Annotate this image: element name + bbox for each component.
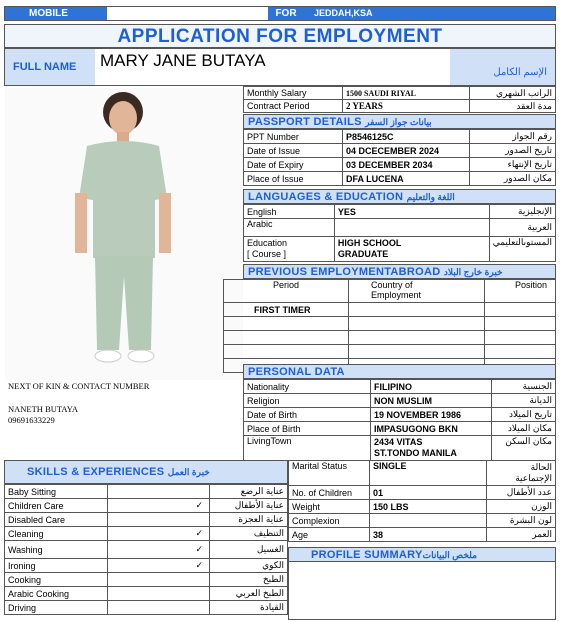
- table-row: [244, 144, 556, 158]
- nationality-label-ar: الجنسية: [492, 380, 556, 394]
- full-name-label-ar: الإسم الكامل: [450, 49, 555, 85]
- issue-date-label: Date of Issue: [244, 144, 343, 158]
- ppt-number-label-ar: رقم الجواز: [470, 130, 556, 144]
- profile-summary-title-ar: ملخص البيانات: [422, 550, 477, 560]
- skill-label-ar: التنظيف: [210, 527, 288, 541]
- prev-employment-table: [223, 279, 556, 373]
- skill-label-ar: عناية الرضع: [210, 485, 288, 499]
- table-row: [224, 303, 556, 317]
- living-town-line1: 2434 VITAS: [374, 437, 423, 447]
- arabic-value: [334, 219, 489, 237]
- skill-label: Driving: [5, 601, 108, 615]
- table-row: [244, 158, 556, 172]
- status-table: [288, 460, 556, 542]
- skill-check-icon: [108, 573, 210, 587]
- languages-title: LANGUAGES & EDUCATION: [248, 191, 404, 203]
- living-town-label: LivingTown: [244, 436, 371, 461]
- skills-table: [4, 484, 288, 615]
- children-label: No. of Children: [289, 486, 370, 500]
- salary-value: 1500 SAUDI RIYAL: [343, 87, 470, 100]
- contract-label: Contract Period: [244, 100, 343, 113]
- table-row: [244, 130, 556, 144]
- skill-label-ar: الطبخ: [210, 573, 288, 587]
- contract-value: 2 YEARS: [343, 100, 470, 113]
- living-town-value: [371, 436, 492, 461]
- marital-label: Marital Status: [289, 461, 370, 486]
- table-row: [244, 408, 556, 422]
- skill-check-icon: [108, 485, 210, 499]
- prev-cell: [485, 317, 556, 331]
- education-label-line1: Education: [247, 238, 288, 248]
- skill-label: Washing: [5, 541, 108, 559]
- period-header: Period: [224, 280, 349, 303]
- table-row: [244, 394, 556, 408]
- skill-label-ar: القيادة: [210, 601, 288, 615]
- english-label-ar: الإنجليزية: [489, 205, 555, 219]
- nationality-label: Nationality: [244, 380, 371, 394]
- arabic-label: Arabic: [244, 219, 335, 237]
- skills-title: SKILLS & EXPERIENCES: [27, 466, 165, 478]
- religion-value: NON MUSLIM: [371, 394, 492, 408]
- skill-check-icon: ✓: [108, 541, 210, 559]
- table-row: [224, 345, 556, 359]
- prev-cell: [485, 345, 556, 359]
- dob-label: Date of Birth: [244, 408, 371, 422]
- dob-label-ar: تاريخ الميلاد: [492, 408, 556, 422]
- personal-data-header: PERSONAL DATA: [243, 364, 556, 379]
- marital-value: SINGLE: [370, 461, 487, 486]
- country-header-line1: Country of: [371, 280, 413, 290]
- place-issue-value: DFA LUCENA: [343, 172, 470, 186]
- table-row: [244, 100, 556, 113]
- table-row: [244, 436, 556, 461]
- table-row: [224, 317, 556, 331]
- skill-check-icon: [108, 513, 210, 527]
- education-label-ar: المستوىالتعليمي: [489, 237, 555, 262]
- country-header: [349, 280, 485, 303]
- expiry-date-label-ar: تاريخ الإنتهاء: [470, 158, 556, 172]
- first-timer: FIRST TIMER: [224, 303, 349, 317]
- marital-ar-line1: الحالة: [530, 462, 552, 472]
- pob-value: IMPASUGONG BKN: [371, 422, 492, 436]
- table-row: [289, 514, 556, 528]
- salary-label: Monthly Salary: [244, 87, 343, 100]
- kin-label: NEXT OF KIN & CONTACT NUMBER: [8, 381, 150, 391]
- age-label: Age: [289, 528, 370, 542]
- skill-check-icon: ✓: [108, 559, 210, 573]
- skill-label: Cooking: [5, 573, 108, 587]
- contract-label-ar: مدة العقد: [470, 100, 556, 113]
- table-row: [289, 486, 556, 500]
- skill-label: Ironing: [5, 559, 108, 573]
- table-row: [289, 500, 556, 514]
- position-header: Position: [485, 280, 556, 303]
- skill-label: Children Care: [5, 499, 108, 513]
- religion-label-ar: الديانة: [492, 394, 556, 408]
- nationality-value: FILIPINO: [371, 380, 492, 394]
- page-title: APPLICATION FOR EMPLOYMENT: [4, 24, 556, 48]
- age-label-ar: العمر: [487, 528, 556, 542]
- job-table: [243, 86, 556, 113]
- pob-label-ar: مكان الميلاد: [492, 422, 556, 436]
- skill-label: Arabic Cooking: [5, 587, 108, 601]
- prev-cell: [349, 345, 485, 359]
- skills-section-header: [4, 460, 288, 484]
- full-name-label: FULL NAME: [5, 49, 95, 85]
- table-row: [5, 513, 288, 527]
- for-label: FOR: [268, 7, 304, 20]
- table-row: [244, 172, 556, 186]
- place-issue-label-ar: مكان الصدور: [470, 172, 556, 186]
- issue-date-label-ar: تاريخ الصدور: [470, 144, 556, 158]
- table-row: [244, 87, 556, 100]
- pob-label: Place of Birth: [244, 422, 371, 436]
- prev-cell: [349, 303, 485, 317]
- ppt-number-label: PPT Number: [244, 130, 343, 144]
- for-value: JEDDAH,KSA: [304, 7, 555, 20]
- skill-label-ar: الكوي: [210, 559, 288, 573]
- salary-label-ar: الراتب الشهري: [470, 87, 556, 100]
- table-row: [5, 601, 288, 615]
- profile-summary-header: [288, 547, 556, 562]
- religion-label: Religion: [244, 394, 371, 408]
- prev-cell: [349, 331, 485, 345]
- kin-name: NANETH BUTAYA: [8, 404, 79, 414]
- complexion-label: Complexion: [289, 514, 370, 528]
- education-label-line2: [ Course ]: [247, 249, 287, 259]
- prev-cell: [349, 317, 485, 331]
- passport-table: [243, 129, 556, 186]
- education-value-line2: GRADUATE: [337, 249, 389, 259]
- marital-label-ar: [487, 461, 556, 486]
- education-value: [334, 237, 489, 262]
- table-row: [289, 461, 556, 486]
- complexion-value: [370, 514, 487, 528]
- marital-ar-line2: الإجتماعية: [515, 473, 552, 483]
- table-row: [224, 280, 556, 303]
- passport-title: PASSPORT DETAILS: [248, 116, 362, 128]
- skill-label: Baby Sitting: [5, 485, 108, 499]
- personal-table: [243, 379, 556, 461]
- expiry-date-value: 03 DECEMBER 2034: [343, 158, 470, 172]
- prev-employment-header: [243, 264, 556, 279]
- table-row: [289, 528, 556, 542]
- expiry-date-label: Date of Expiry: [244, 158, 343, 172]
- table-row: [5, 559, 288, 573]
- table-row: [5, 527, 288, 541]
- passport-section-header: [243, 114, 556, 129]
- weight-label-ar: الوزن: [487, 500, 556, 514]
- living-town-label-ar: مكان السكن: [492, 436, 556, 461]
- kin-phone: 09691633229: [8, 415, 55, 425]
- arabic-label-ar: العربية: [489, 219, 555, 237]
- table-row: [224, 331, 556, 345]
- skill-label: Disabled Care: [5, 513, 108, 527]
- issue-date-value: 04 DCECEMBER 2024: [343, 144, 470, 158]
- prev-cell: [224, 345, 349, 359]
- complexion-label-ar: لون البشرة: [487, 514, 556, 528]
- prev-cell: [224, 317, 349, 331]
- children-label-ar: عدد الأطفال: [487, 486, 556, 500]
- languages-section-header: [243, 189, 556, 204]
- place-issue-label: Place of Issue: [244, 172, 343, 186]
- living-town-line2: ST.TONDO MANILA: [374, 448, 457, 458]
- children-value: 01: [370, 486, 487, 500]
- table-row: [5, 573, 288, 587]
- skill-label-ar: الطبخ العربي: [210, 587, 288, 601]
- ppt-number-value: P8546125C: [343, 130, 470, 144]
- age-value: 38: [370, 528, 487, 542]
- weight-label: Weight: [289, 500, 370, 514]
- languages-table: [243, 204, 556, 262]
- table-row: [244, 237, 556, 262]
- table-row: [244, 380, 556, 394]
- profile-summary-title: PROFILE SUMMARY: [311, 549, 423, 561]
- prev-cell: [485, 303, 556, 317]
- prev-cell: [224, 331, 349, 345]
- education-label: [244, 237, 335, 262]
- education-value-line1: HIGH SCHOOL: [337, 238, 402, 248]
- skill-label-ar: عناية الأطفال: [210, 499, 288, 513]
- skill-check-icon: [108, 587, 210, 601]
- prev-employment-title: PREVIOUS EMPLOYMENTABROAD: [248, 266, 441, 278]
- prev-employment-title-ar: خبرة خارج البلاد: [443, 267, 503, 277]
- skills-title-ar: خبرة العمل: [167, 467, 210, 477]
- weight-value: 150 LBS: [370, 500, 487, 514]
- table-row: [5, 541, 288, 559]
- skill-check-icon: [108, 601, 210, 615]
- dob-value: 19 NOVEMBER 1986: [371, 408, 492, 422]
- skill-check-icon: ✓: [108, 499, 210, 513]
- skill-check-icon: ✓: [108, 527, 210, 541]
- table-row: [5, 587, 288, 601]
- table-row: [5, 485, 288, 499]
- prev-cell: [485, 331, 556, 345]
- applicant-photo: [5, 88, 243, 380]
- table-row: [244, 205, 556, 219]
- mobile-label: MOBILE: [5, 7, 107, 20]
- passport-title-ar: بيانات جواز السفر: [365, 117, 432, 127]
- table-row: [5, 499, 288, 513]
- languages-title-ar: اللغة والتعليم: [406, 192, 455, 202]
- english-value: YES: [334, 205, 489, 219]
- english-label: English: [244, 205, 335, 219]
- country-header-line2: Employment: [371, 290, 422, 300]
- full-name-value: MARY JANE BUTAYA: [100, 51, 266, 70]
- skill-label-ar: عناية العجزة: [210, 513, 288, 527]
- skill-label: Cleaning: [5, 527, 108, 541]
- skill-label-ar: الغسيل: [210, 541, 288, 559]
- table-row: [244, 422, 556, 436]
- profile-summary-body: [288, 562, 556, 620]
- table-row: [244, 219, 556, 237]
